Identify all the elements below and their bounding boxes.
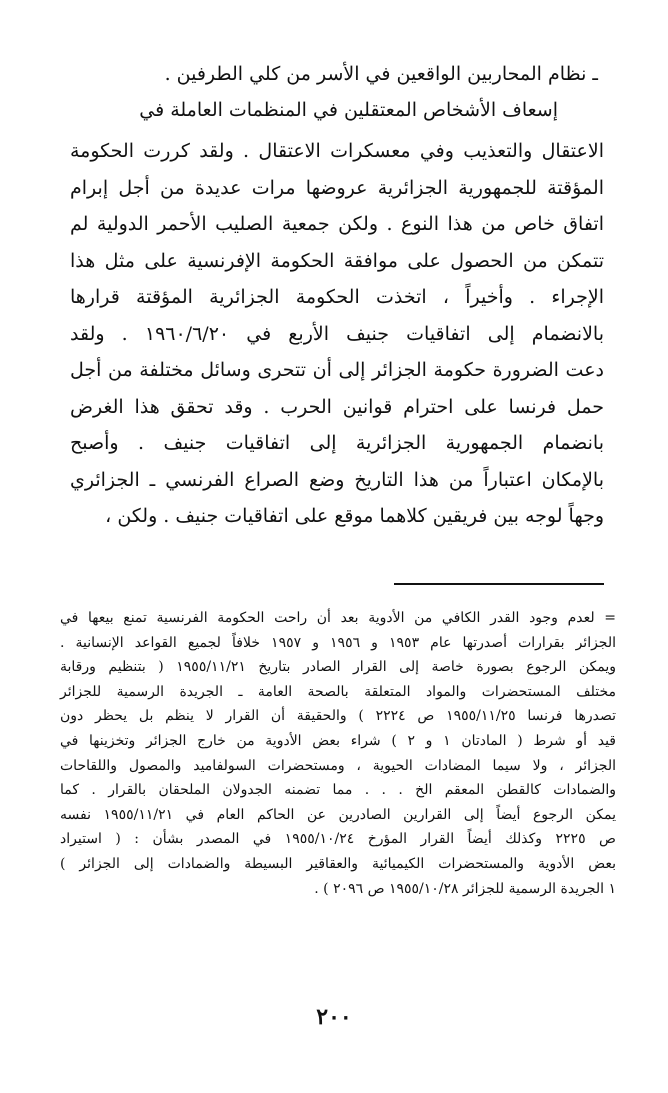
footnotes-block <box>60 606 616 901</box>
page-number: ٢٠٠ <box>316 1004 352 1030</box>
footnote-line: الجزائر ، ولا سيما المضادات الحيوية ، ومستحضرات السولفاميد والمصول واللقاحات <box>60 757 616 774</box>
paragraph-line: اتفاق خاص من هذا النوع . ولكن جمعية الصليب الأحمر الدولية لم <box>70 213 604 235</box>
footnote-line: ١ الجريدة الرسمية للجزائر ١٩٥٥/١٠/٢٨ ص ٢٠٩٦ ) . <box>314 880 616 897</box>
intro-block <box>64 56 598 128</box>
paragraph-line: وجهاً لوجه بين فريقين كلاهما موقع على اتفاقيات جنيف . ولكن ، <box>105 505 604 527</box>
paragraph-line: الاعتقال والتعذيب وفي معسكرات الاعتقال . ولقد كررت الحكومة <box>70 140 604 162</box>
paragraph-line: الإجراء . وأخيراً ، اتخذت الحكومة الجزائرية المؤقتة قرارها <box>70 286 604 308</box>
footnote-line: ص ٢٢٢٥ وكذلك أيضاً القرار المؤرخ ١٩٥٥/١٠/٢٤ في المصدر بشأن : ( استيراد <box>60 831 616 848</box>
paragraph-line: المؤقتة للجمهورية الجزائرية عروضها مرات عديدة من أجل إبرام <box>70 176 604 199</box>
footnote-line: الجزائر بقرارات أصدرتها عام ١٩٥٣ و ١٩٥٦ و ١٩٥٧ خلافاً لجميع القواعد الإنسانية . <box>60 634 617 651</box>
paragraph-line: حمل فرنسا على احترام قوانين الحرب . وقد تحقق هذا الغرض <box>70 395 604 418</box>
intro-line: ـ نظام المحاربين الواقعين في الأسر من كلي الطرفين . <box>164 63 598 85</box>
paragraph-line: دعت الضرورة حكومة الجزائر إلى أن تتحرى وسائل مختلفة من أجل <box>70 359 604 381</box>
footnote-line: = لعدم وجود القدر الكافي من الأدوية بعد أن راحت الحكومة الفرنسية تمنع بيعها في <box>60 610 616 626</box>
footnote-separator <box>394 583 604 585</box>
footnote-line: مختلف المستحضرات والمواد المتعلقة بالصحة العامة ـ الجريدة الرسمية للجزائر <box>60 683 616 700</box>
footnote-line: تصدرها فرنسا ١٩٥٥/١١/٢٥ ص ٢٢٢٤ ) والحقيقة أن القرار لا ينظم بل يحظر دون <box>60 708 616 725</box>
paragraph-line: بالانضمام إلى اتفاقيات جنيف الأربع في ١٩٦٠/٦/٢٠ . ولقد <box>70 322 604 345</box>
footnote-line: ويمكن الرجوع بصورة خاصة إلى القرار الصادر بتاريخ ١٩٥٥/١١/٢١ ( بتنظيم ورقابة <box>60 659 616 676</box>
footnote-line: والضمادات كالقطن المعقم الخ . . . مما تضمنه الجدولان الملحقان بالقرار . كما <box>60 782 616 799</box>
footnote-line: بعض الأدوية والمستحضرات الكيميائية والعقاقير البسيطة والضمادات إلى الجزائر ) <box>60 855 616 872</box>
footnote-line: يمكن الرجوع أيضاً إلى القرارين الصادرين عن الحاكم العام في ١٩٥٥/١١/٢١ نفسه <box>60 806 616 823</box>
paragraph-line: بالإمكان اعتباراً من هذا التاريخ وضع الصراع الفرنسي ـ الجزائري <box>70 468 604 491</box>
footnote-line: قيد أو شرط ( المادتان ١ و ٢ ) شراء بعض الأدوية من خارج الجزائر وتخزينها في <box>60 732 617 749</box>
paragraph-line: بانضمام الجمهورية الجزائرية إلى اتفاقيات جنيف . وأصبح <box>70 432 604 454</box>
intro-line: إسعاف الأشخاص المعتقلين في المنظمات العاملة في <box>139 99 558 121</box>
paragraph-line: تتمكن من الحصول على موافقة الحكومة الإفرنسية على مثل هذا <box>70 249 604 272</box>
main-paragraph <box>70 133 604 535</box>
